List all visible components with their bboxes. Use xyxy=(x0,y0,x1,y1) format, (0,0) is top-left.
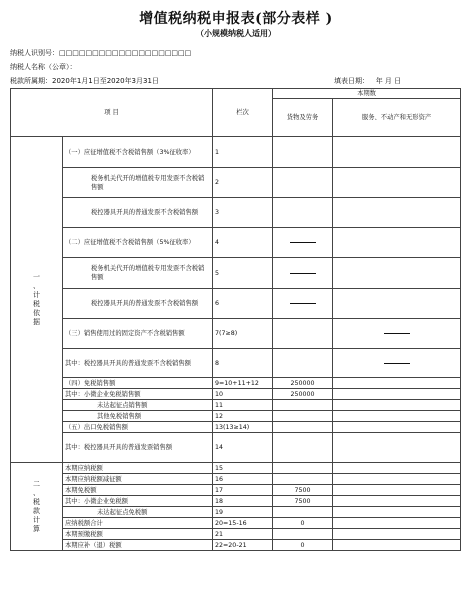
row-item: 未达起征点免税额 xyxy=(63,507,213,518)
row-services xyxy=(333,168,461,198)
row-services xyxy=(333,529,461,540)
row-goods xyxy=(273,529,333,540)
taxpayer-name-label: 纳税人名称（公章）： xyxy=(10,63,77,71)
row-item: 本期应补（退）税额 xyxy=(63,540,213,551)
table-row xyxy=(11,433,461,463)
row-services xyxy=(333,433,461,463)
row-item: 未达起征点销售额 xyxy=(63,400,213,411)
table-row xyxy=(11,540,461,551)
row-line: 8 xyxy=(213,349,273,378)
table-row xyxy=(11,518,461,529)
row-goods xyxy=(273,400,333,411)
row-line: 2 xyxy=(213,168,273,198)
section-one-label: 一 、 计 税 依 据 xyxy=(11,137,63,463)
filing-date-line xyxy=(334,76,401,86)
row-services xyxy=(333,389,461,400)
item-column-header: 项 目 xyxy=(11,89,213,137)
table-row xyxy=(11,485,461,496)
row-item: 本期应纳税额减征额 xyxy=(63,474,213,485)
table-row xyxy=(11,389,461,400)
row-services xyxy=(333,540,461,551)
row-services xyxy=(333,289,461,319)
row-line: 16 xyxy=(213,474,273,485)
row-line: 10 xyxy=(213,389,273,400)
table-row xyxy=(11,474,461,485)
row-goods xyxy=(273,168,333,198)
row-goods xyxy=(273,319,333,349)
row-line: 1 xyxy=(213,137,273,168)
row-line: 9=10+11+12 xyxy=(213,378,273,389)
line-column-header: 栏次 xyxy=(213,89,273,137)
row-line: 6 xyxy=(213,289,273,319)
row-goods-not-applicable xyxy=(273,228,333,258)
row-goods: 0 xyxy=(273,540,333,551)
table-row xyxy=(11,507,461,518)
table-row xyxy=(11,378,461,389)
row-goods xyxy=(273,349,333,378)
table-row xyxy=(11,529,461,540)
row-services xyxy=(333,485,461,496)
row-services xyxy=(333,474,461,485)
row-services xyxy=(333,258,461,289)
row-goods: 250000 xyxy=(273,389,333,400)
row-services xyxy=(333,411,461,422)
row-item: 其中：税控器具开具的普通发票销售额 xyxy=(63,433,213,463)
row-goods xyxy=(273,198,333,228)
row-services xyxy=(333,198,461,228)
row-line: 11 xyxy=(213,400,273,411)
row-services xyxy=(333,137,461,168)
current-period-header: 本期数 xyxy=(273,89,461,99)
row-services xyxy=(333,422,461,433)
row-goods xyxy=(273,411,333,422)
row-line: 15 xyxy=(213,463,273,474)
row-goods: 7500 xyxy=(273,496,333,507)
row-line: 4 xyxy=(213,228,273,258)
row-item: 其他免税销售额 xyxy=(63,411,213,422)
row-line: 3 xyxy=(213,198,273,228)
row-services xyxy=(333,463,461,474)
table-row xyxy=(11,349,461,378)
table-row xyxy=(11,400,461,411)
dash-mark xyxy=(290,242,316,243)
tax-return-table xyxy=(10,88,461,551)
section-two-label: 二 、 税 款 计 算 xyxy=(11,463,63,551)
row-services xyxy=(333,228,461,258)
row-services xyxy=(333,518,461,529)
tax-period-line xyxy=(10,76,159,86)
row-item: （四）免税销售额 xyxy=(63,378,213,389)
row-line: 13(13≥14) xyxy=(213,422,273,433)
row-item: 税务机关代开的增值税专用发票不含税销售额 xyxy=(63,168,213,198)
row-goods-not-applicable xyxy=(273,258,333,289)
taxpayer-id-line xyxy=(10,48,191,58)
row-goods xyxy=(273,433,333,463)
form-title: 增值税纳税申报表(部分表样 ) xyxy=(139,11,333,27)
row-goods xyxy=(273,422,333,433)
row-services xyxy=(333,507,461,518)
table-row xyxy=(11,496,461,507)
dash-mark xyxy=(290,303,316,304)
row-goods: 250000 xyxy=(273,378,333,389)
row-goods xyxy=(273,507,333,518)
services-column-header: 服务、不动产和无形资产 xyxy=(333,99,461,137)
row-goods xyxy=(273,463,333,474)
tax-period-value: 2020年1月1日至2020年3月31日 xyxy=(52,77,159,85)
table-row xyxy=(11,422,461,433)
row-item: 本期免税额 xyxy=(63,485,213,496)
row-line: 5 xyxy=(213,258,273,289)
row-item: 税控器具开具的普通发票不含税销售额 xyxy=(63,289,213,319)
taxpayer-id-boxes: □□□□□□□□□□□□□□□□□□□□ xyxy=(59,49,192,57)
row-goods-not-applicable xyxy=(273,289,333,319)
row-line: 12 xyxy=(213,411,273,422)
row-line: 14 xyxy=(213,433,273,463)
row-item: 其中：小微企业免税额 xyxy=(63,496,213,507)
row-line: 18 xyxy=(213,496,273,507)
row-line: 21 xyxy=(213,529,273,540)
row-line: 22=20-21 xyxy=(213,540,273,551)
row-services-not-applicable xyxy=(333,349,461,378)
row-item: （三）销售使用过的固定资产不含税销售额 xyxy=(63,319,213,349)
dash-mark xyxy=(384,363,410,364)
dash-mark xyxy=(290,273,316,274)
row-item: 应纳税额合计 xyxy=(63,518,213,529)
row-services xyxy=(333,400,461,411)
row-item: （二）应征增值税不含税销售额（5%征收率） xyxy=(63,228,213,258)
filing-date-label: 填表日期： xyxy=(334,77,369,85)
table-row xyxy=(11,168,461,198)
table-row xyxy=(11,289,461,319)
row-item: 其中：小微企业免税销售额 xyxy=(63,389,213,400)
row-goods xyxy=(273,137,333,168)
table-row xyxy=(11,258,461,289)
table-row xyxy=(11,411,461,422)
row-line: 20=15-16 xyxy=(213,518,273,529)
row-services xyxy=(333,378,461,389)
row-item: 本期预缴税额 xyxy=(63,529,213,540)
table-row xyxy=(11,137,461,168)
row-line: 19 xyxy=(213,507,273,518)
taxpayer-id-label: 纳税人识别号： xyxy=(10,49,59,57)
table-row xyxy=(11,228,461,258)
row-item: 税控器具开具的普通发票不含税销售额 xyxy=(63,198,213,228)
row-item: （五）出口免税销售额 xyxy=(63,422,213,433)
tax-period-label: 税款所属期： xyxy=(10,77,52,85)
filing-date-value: 年 月 日 xyxy=(375,77,402,85)
goods-column-header: 货物及劳务 xyxy=(273,99,333,137)
table-row xyxy=(11,319,461,349)
row-services xyxy=(333,496,461,507)
taxpayer-name-line xyxy=(10,62,77,72)
table-header-row xyxy=(11,89,461,99)
row-line: 7(7≥8) xyxy=(213,319,273,349)
row-services-not-applicable xyxy=(333,319,461,349)
row-item: 其中：税控器具开具的普通发票不含税销售额 xyxy=(63,349,213,378)
row-goods xyxy=(273,474,333,485)
row-item: 税务机关代开的增值税专用发票不含税销售额 xyxy=(63,258,213,289)
row-goods: 7500 xyxy=(273,485,333,496)
row-item: （一）应征增值税不含税销售额（3%征收率） xyxy=(63,137,213,168)
table-row xyxy=(11,198,461,228)
row-goods: 0 xyxy=(273,518,333,529)
row-line: 17 xyxy=(213,485,273,496)
dash-mark xyxy=(384,333,410,334)
form-subtitle: （小规模纳税人适用） xyxy=(196,29,276,38)
row-item: 本期应纳税额 xyxy=(63,463,213,474)
table-row xyxy=(11,463,461,474)
